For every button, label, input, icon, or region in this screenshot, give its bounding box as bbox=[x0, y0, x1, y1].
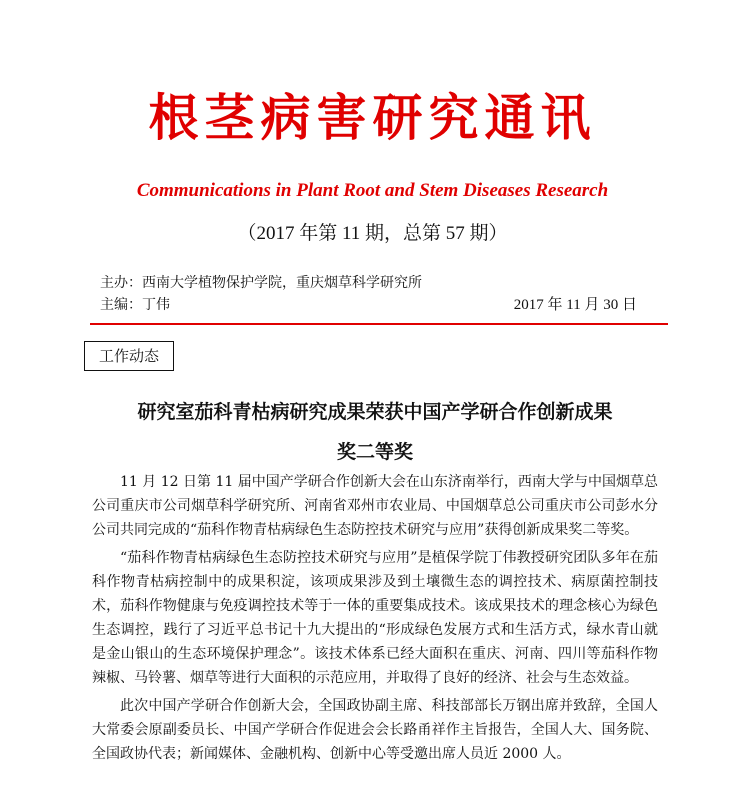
paragraph: 此次中国产学研合作创新大会，全国政协副主席、科技部部长万钢出席并致辞，全国人大常委会原副委员长、中国产学研合作促进会会长路甬祥作主旨报告，全国人大、国务院、全国政协代表；新闻媒体、金融机构、创新中心等受邀出席人员近 2000 人。 bbox=[92, 698, 658, 762]
paragraph: “茄科作物青枯病绿色生态防控技术研究与应用”是植保学院丁伟教授研究团队多年在茄科作物青枯病控制中的成果积淀，该项成果涉及到土壤微生态的调控技术、病原菌控制技术，茄科作物健康与免疫调控技术等于一体的重要集成技术。该成果技术的理念核心为绿色生态调控，践行了习近平总书记十九大提出的“形成绿色发展方式和生活方式，绿水青山就是金山银山的生态环境保护理念”。该技术体系已经大面积在重庆、河南、四川等茄科作物辣椒、马铃薯、烟草等进行大面积的示范应用，并取得了良好的经济、社会与生态效益。 bbox=[92, 550, 658, 686]
header-divider bbox=[90, 323, 668, 325]
sponsor-line: 主办：西南大学植物保护学院，重庆烟草科学研究所 bbox=[100, 275, 422, 291]
masthead-title: 根茎病害研究通讯 bbox=[148, 88, 597, 147]
article-headline bbox=[80, 392, 670, 472]
editor-line: 主编：丁伟 bbox=[100, 297, 170, 313]
issue-number: （2017 年第 11 期，总第 57 期） bbox=[237, 223, 508, 244]
article-body bbox=[92, 470, 658, 770]
section-label: 工作动态 bbox=[84, 341, 174, 371]
headline-line-1: 研究室茄科青枯病研究成果荣获中国产学研合作创新成果 bbox=[137, 401, 613, 423]
paragraph: 11 月 12 日第 11 届中国产学研合作创新大会在山东济南举行，西南大学与中国烟草总公司重庆市公司烟草科学研究所、河南省邓州市农业局、中国烟草总公司重庆市公司彭水分公司共同完成的“茄科作物青枯病绿色生态防控技术研究与应用”获得创新成果奖二等奖。 bbox=[92, 474, 658, 538]
headline-line-2: 奖二等奖 bbox=[336, 441, 413, 463]
masthead-english-title: Communications in Plant Root and Stem Diseases Research bbox=[136, 180, 609, 201]
publication-date: 2017 年 11 月 30 日 bbox=[513, 297, 637, 313]
